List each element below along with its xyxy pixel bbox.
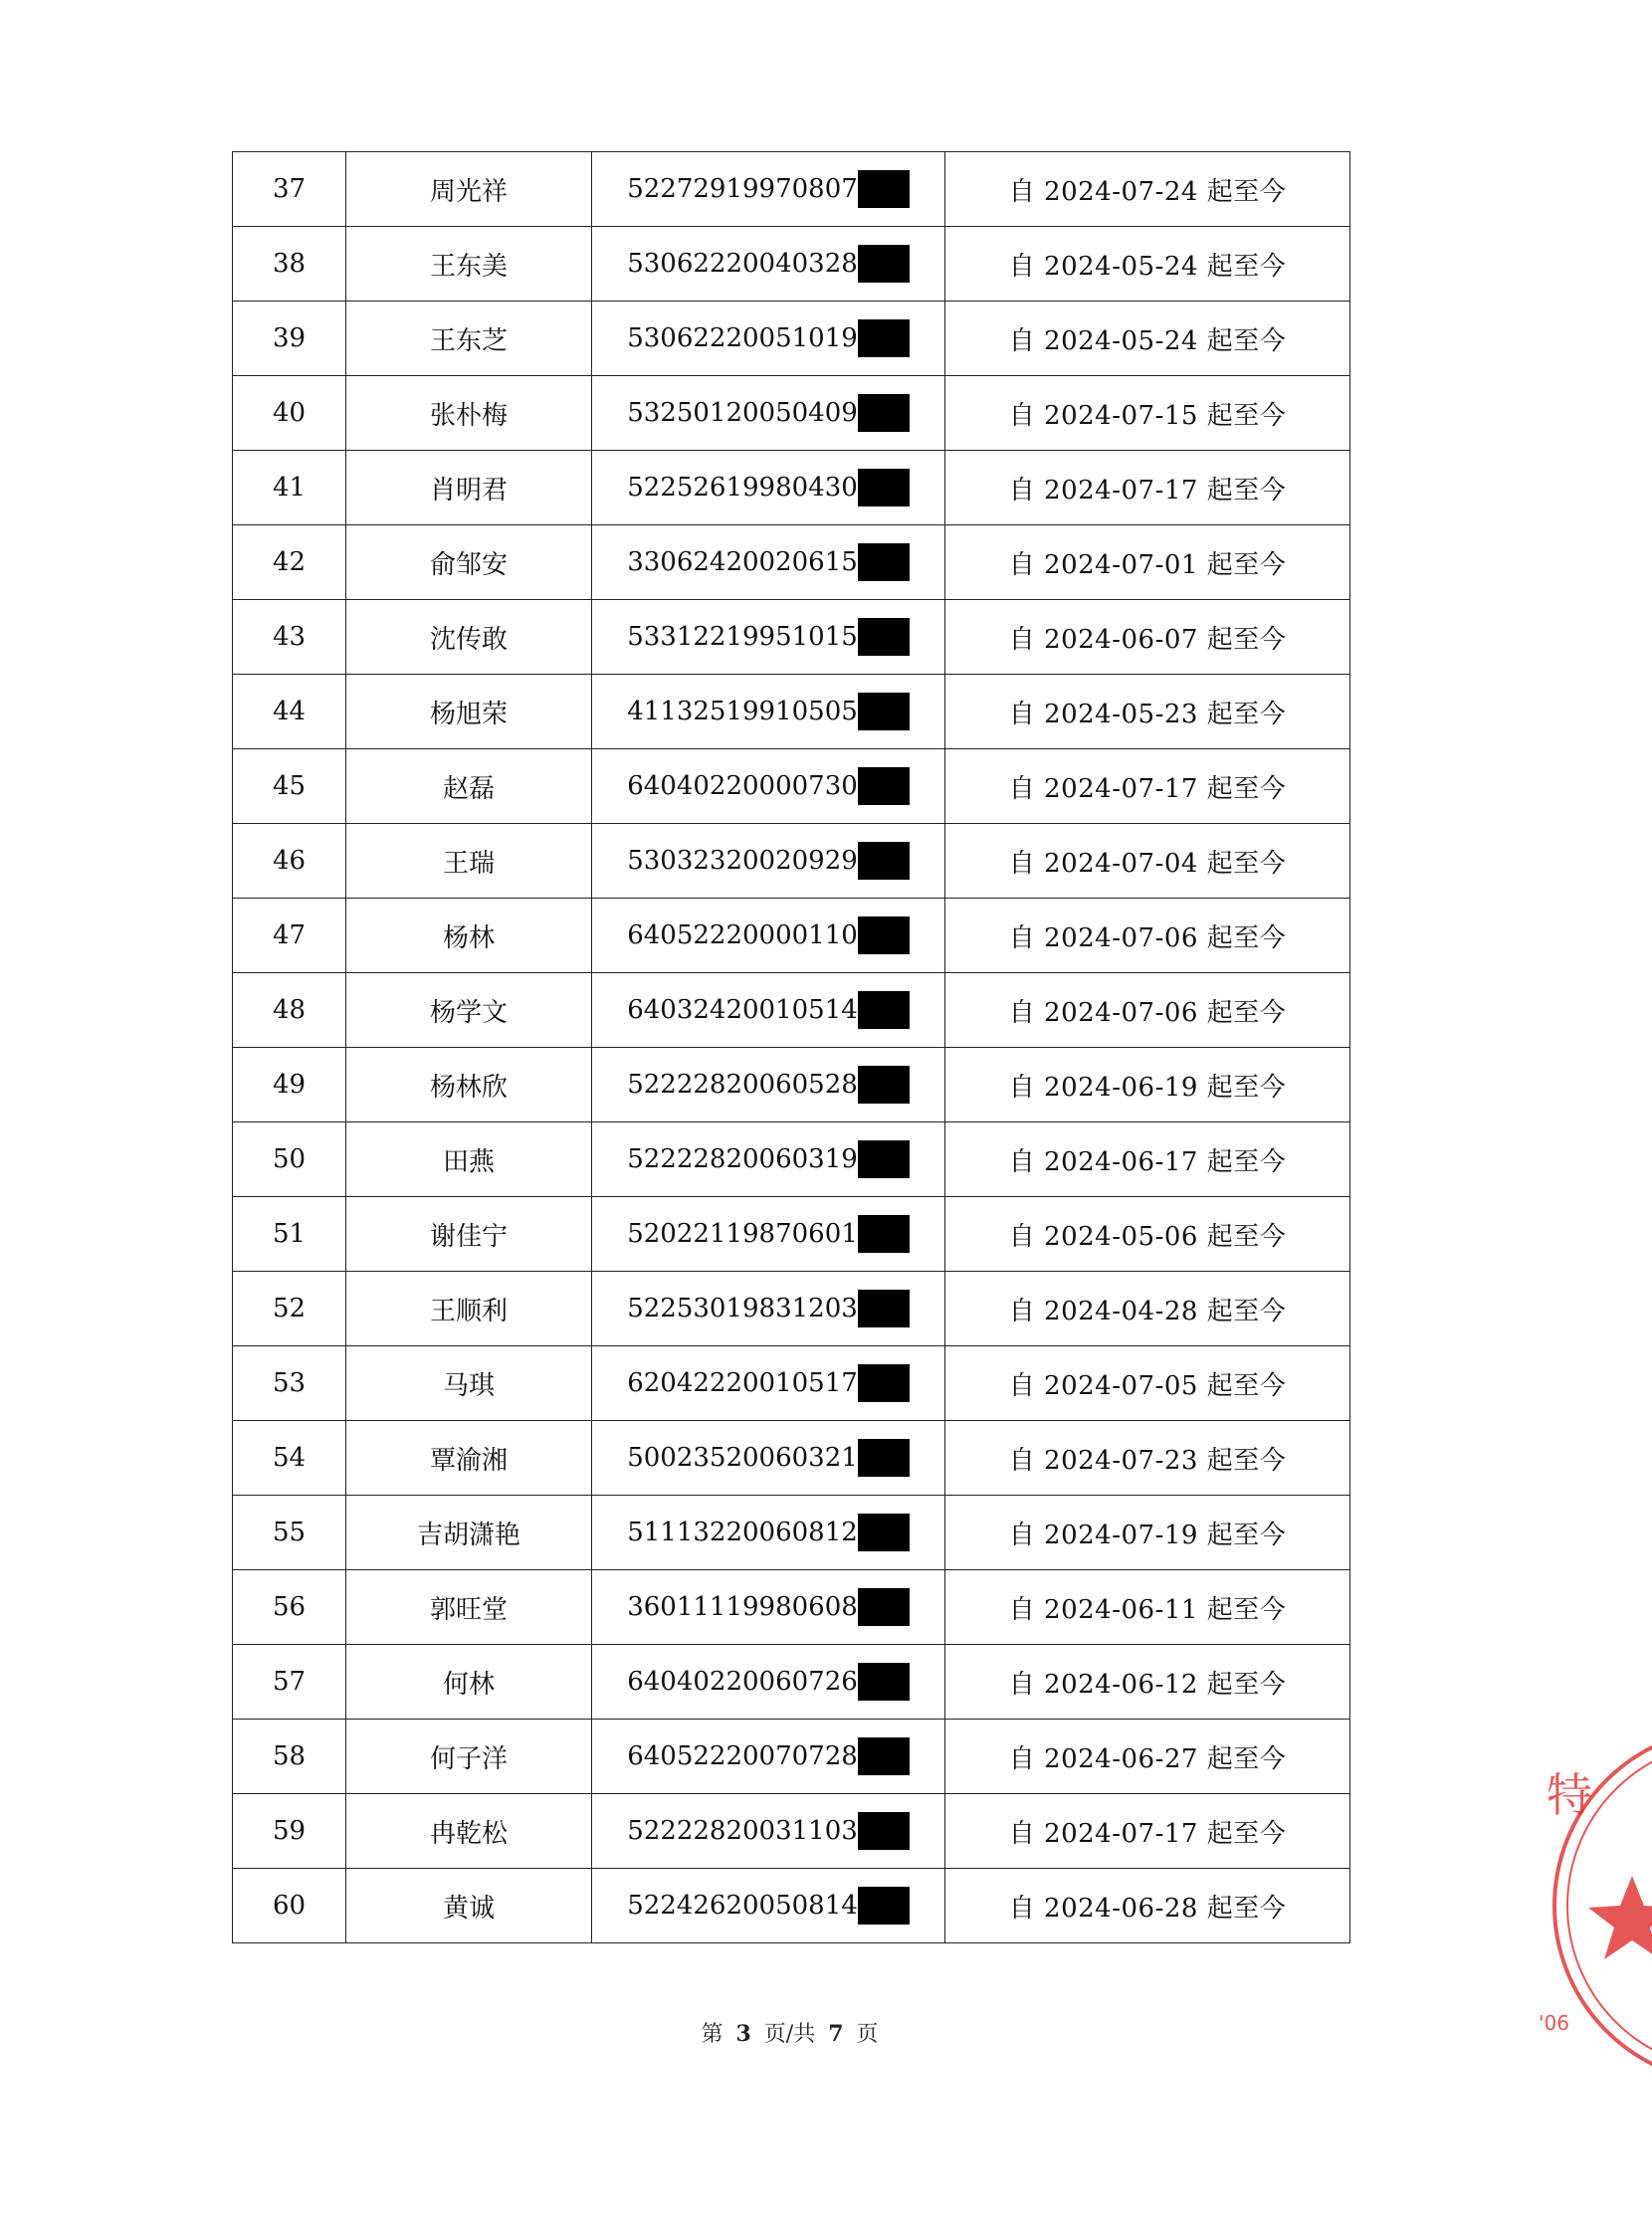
row-number: 48 [233,973,346,1048]
person-name: 王顺利 [346,1272,592,1346]
row-number: 49 [233,1048,346,1122]
employment-period: 自 2024-07-05 起至今 [945,1346,1350,1421]
person-name: 肖明君 [346,451,592,525]
employment-period: 自 2024-06-17 起至今 [945,1122,1350,1197]
footer-total-pages: 7 [828,2021,844,2047]
id-number-wrap [627,618,910,656]
id-number-wrap [627,1887,910,1925]
person-name: 沈传敢 [346,600,592,675]
row-number: 59 [233,1794,346,1869]
footer-suffix: 页 [856,2022,879,2047]
employment-period: 自 2024-05-06 起至今 [945,1197,1350,1272]
table-row [233,376,1350,451]
id-number-wrap [627,1066,910,1104]
employment-period: 自 2024-07-19 起至今 [945,1496,1350,1570]
row-number: 41 [233,451,346,525]
id-number-wrap [627,245,910,283]
redaction-block [858,618,910,656]
row-number: 50 [233,1122,346,1197]
employment-period: 自 2024-06-19 起至今 [945,1048,1350,1122]
employment-period: 自 2024-07-06 起至今 [945,973,1350,1048]
id-number-wrap [627,1514,910,1551]
person-name: 杨林欣 [346,1048,592,1122]
row-number: 52 [233,1272,346,1346]
row-number: 47 [233,899,346,973]
row-number: 37 [233,152,346,227]
table-row [233,1122,1350,1197]
table-row [233,1720,1350,1794]
row-number: 55 [233,1496,346,1570]
table-row [233,1197,1350,1272]
id-number-visible-part: 33062420020615 [627,547,858,577]
table-row [233,1421,1350,1496]
row-number: 39 [233,302,346,376]
id-number-cell [592,152,945,227]
id-number-wrap [627,543,910,581]
person-name: 冉乾松 [346,1794,592,1869]
redaction-block [858,1439,910,1477]
person-name: 赵磊 [346,749,592,824]
table-row [233,227,1350,302]
table-row [233,525,1350,600]
redaction-block [858,693,910,730]
person-name: 杨林 [346,899,592,973]
table-row [233,1346,1350,1421]
employment-period: 自 2024-06-28 起至今 [945,1869,1350,1943]
table-row [233,1272,1350,1346]
employment-period: 自 2024-04-28 起至今 [945,1272,1350,1346]
id-number-cell [592,1794,945,1869]
redaction-block [858,1887,910,1925]
redaction-block [858,1290,910,1327]
redaction-block [858,469,910,507]
redaction-block [858,991,910,1029]
id-number-wrap [627,1439,910,1477]
person-name: 马琪 [346,1346,592,1421]
id-number-cell [592,1496,945,1570]
id-number-cell [592,1869,945,1943]
id-number-visible-part: 64040220060726 [627,1667,858,1697]
id-number-cell [592,824,945,899]
id-number-visible-part: 52253019831203 [627,1294,858,1323]
id-number-wrap [627,1812,910,1850]
id-number-wrap [627,1215,910,1253]
person-name: 何子洋 [346,1720,592,1794]
id-number-wrap [627,1588,910,1626]
employment-period: 自 2024-06-12 起至今 [945,1645,1350,1720]
id-number-wrap [627,319,910,357]
id-number-cell [592,376,945,451]
id-number-cell [592,227,945,302]
id-number-wrap [627,1737,910,1775]
seal-graphic [1533,1726,1652,2085]
person-name: 吉胡潇艳 [346,1496,592,1570]
table-row [233,824,1350,899]
table-row [233,1794,1350,1869]
employment-period: 自 2024-05-24 起至今 [945,227,1350,302]
roster-table [232,151,1350,1943]
redaction-block [858,394,910,432]
employment-period: 自 2024-07-17 起至今 [945,749,1350,824]
id-number-visible-part: 53062220040328 [627,249,858,279]
redaction-block [858,842,910,880]
row-number: 57 [233,1645,346,1720]
id-number-visible-part: 64032420010514 [627,995,858,1025]
redaction-block [858,170,910,208]
id-number-wrap [627,1140,910,1178]
person-name: 王东美 [346,227,592,302]
seal-star-icon [1588,1876,1652,1959]
table-row [233,1645,1350,1720]
row-number: 46 [233,824,346,899]
id-number-cell [592,675,945,749]
employment-period: 自 2024-07-17 起至今 [945,451,1350,525]
person-name: 王瑞 [346,824,592,899]
row-number: 51 [233,1197,346,1272]
id-number-visible-part: 53032320020929 [627,846,858,876]
id-number-cell [592,1197,945,1272]
redaction-block [858,319,910,357]
id-number-cell [592,1570,945,1645]
redaction-block [858,1215,910,1253]
redaction-block [858,1364,910,1402]
row-number: 54 [233,1421,346,1496]
id-number-visible-part: 52222820060319 [627,1144,858,1174]
id-number-visible-part: 52272919970807 [627,174,858,204]
redaction-block [858,245,910,283]
id-number-wrap [627,1364,910,1402]
footer-middle: 页/共 [763,2022,816,2047]
row-number: 56 [233,1570,346,1645]
id-number-cell [592,749,945,824]
id-number-visible-part: 64040220000730 [627,771,858,801]
redaction-block [858,916,910,954]
redaction-block [858,1663,910,1701]
id-number-cell [592,1048,945,1122]
table-row [233,1048,1350,1122]
id-number-cell [592,1122,945,1197]
id-number-wrap [627,1290,910,1327]
footer-prefix: 第 [701,2022,723,2047]
id-number-cell [592,451,945,525]
id-number-cell [592,899,945,973]
employment-period: 自 2024-07-17 起至今 [945,1794,1350,1869]
employment-period: 自 2024-07-06 起至今 [945,899,1350,973]
table-row [233,749,1350,824]
seal-digits: '06 [1539,2011,1569,2035]
id-number-visible-part: 50023520060321 [627,1443,858,1473]
redaction-block [858,1588,910,1626]
id-number-wrap [627,693,910,730]
redaction-block [858,1737,910,1775]
redaction-block [858,1514,910,1551]
person-name: 杨学文 [346,973,592,1048]
redaction-block [858,1140,910,1178]
id-number-visible-part: 52252619980430 [627,473,858,503]
table-row [233,1869,1350,1943]
row-number: 45 [233,749,346,824]
id-number-cell [592,525,945,600]
row-number: 38 [233,227,346,302]
table-row [233,973,1350,1048]
redaction-block [858,1066,910,1104]
row-number: 40 [233,376,346,451]
row-number: 43 [233,600,346,675]
table-row [233,302,1350,376]
id-number-visible-part: 64052220000110 [627,920,858,950]
id-number-visible-part: 41132519910505 [627,697,858,726]
person-name: 何林 [346,1645,592,1720]
person-name: 郭旺堂 [346,1570,592,1645]
table-row [233,899,1350,973]
id-number-visible-part: 64052220070728 [627,1741,858,1771]
id-number-wrap [627,916,910,954]
id-number-cell [592,973,945,1048]
page-footer [0,2017,1579,2048]
row-number: 53 [233,1346,346,1421]
id-number-visible-part: 52222820031103 [627,1816,858,1846]
id-number-cell [592,1421,945,1496]
id-number-wrap [627,767,910,805]
row-number: 58 [233,1720,346,1794]
official-seal-stamp [1533,1726,1652,2085]
employment-period: 自 2024-07-24 起至今 [945,152,1350,227]
table-row [233,600,1350,675]
id-number-visible-part: 51113220060812 [627,1518,858,1547]
id-number-visible-part: 36011119980608 [627,1592,858,1622]
table-row [233,451,1350,525]
id-number-visible-part: 52222820060528 [627,1070,858,1100]
roster-table-body [233,152,1350,1943]
row-number: 44 [233,675,346,749]
id-number-cell [592,1645,945,1720]
person-name: 王东芝 [346,302,592,376]
id-number-wrap [627,991,910,1029]
employment-period: 自 2024-07-04 起至今 [945,824,1350,899]
seal-character: 特 [1547,1768,1592,1822]
person-name: 田燕 [346,1122,592,1197]
employment-period: 自 2024-06-07 起至今 [945,600,1350,675]
person-name: 覃渝湘 [346,1421,592,1496]
person-name: 谢佳宁 [346,1197,592,1272]
id-number-cell [592,1720,945,1794]
row-number: 42 [233,525,346,600]
redaction-block [858,1812,910,1850]
id-number-wrap [627,469,910,507]
id-number-cell [592,600,945,675]
id-number-wrap [627,170,910,208]
employment-period: 自 2024-07-01 起至今 [945,525,1350,600]
employment-period: 自 2024-07-23 起至今 [945,1421,1350,1496]
employment-period: 自 2024-06-27 起至今 [945,1720,1350,1794]
employment-period: 自 2024-05-23 起至今 [945,675,1350,749]
person-name: 杨旭荣 [346,675,592,749]
id-number-visible-part: 52022119870601 [627,1219,858,1249]
person-name: 张朴梅 [346,376,592,451]
employment-period: 自 2024-06-11 起至今 [945,1570,1350,1645]
id-number-cell [592,302,945,376]
employment-period: 自 2024-05-24 起至今 [945,302,1350,376]
id-number-wrap [627,842,910,880]
redaction-block [858,543,910,581]
table-row [233,152,1350,227]
person-name: 周光祥 [346,152,592,227]
person-name: 俞邹安 [346,525,592,600]
id-number-wrap [627,394,910,432]
id-number-visible-part: 53062220051019 [627,323,858,353]
footer-page-number: 3 [735,2021,751,2047]
table-row [233,1496,1350,1570]
id-number-visible-part: 53312219951015 [627,622,858,652]
table-row [233,675,1350,749]
employment-period: 自 2024-07-15 起至今 [945,376,1350,451]
table-row [233,1570,1350,1645]
id-number-wrap [627,1663,910,1701]
row-number: 60 [233,1869,346,1943]
id-number-visible-part: 52242620050814 [627,1891,858,1921]
id-number-visible-part: 53250120050409 [627,398,858,428]
id-number-cell [592,1272,945,1346]
person-name: 黄诚 [346,1869,592,1943]
redaction-block [858,767,910,805]
id-number-visible-part: 62042220010517 [627,1368,858,1398]
id-number-cell [592,1346,945,1421]
